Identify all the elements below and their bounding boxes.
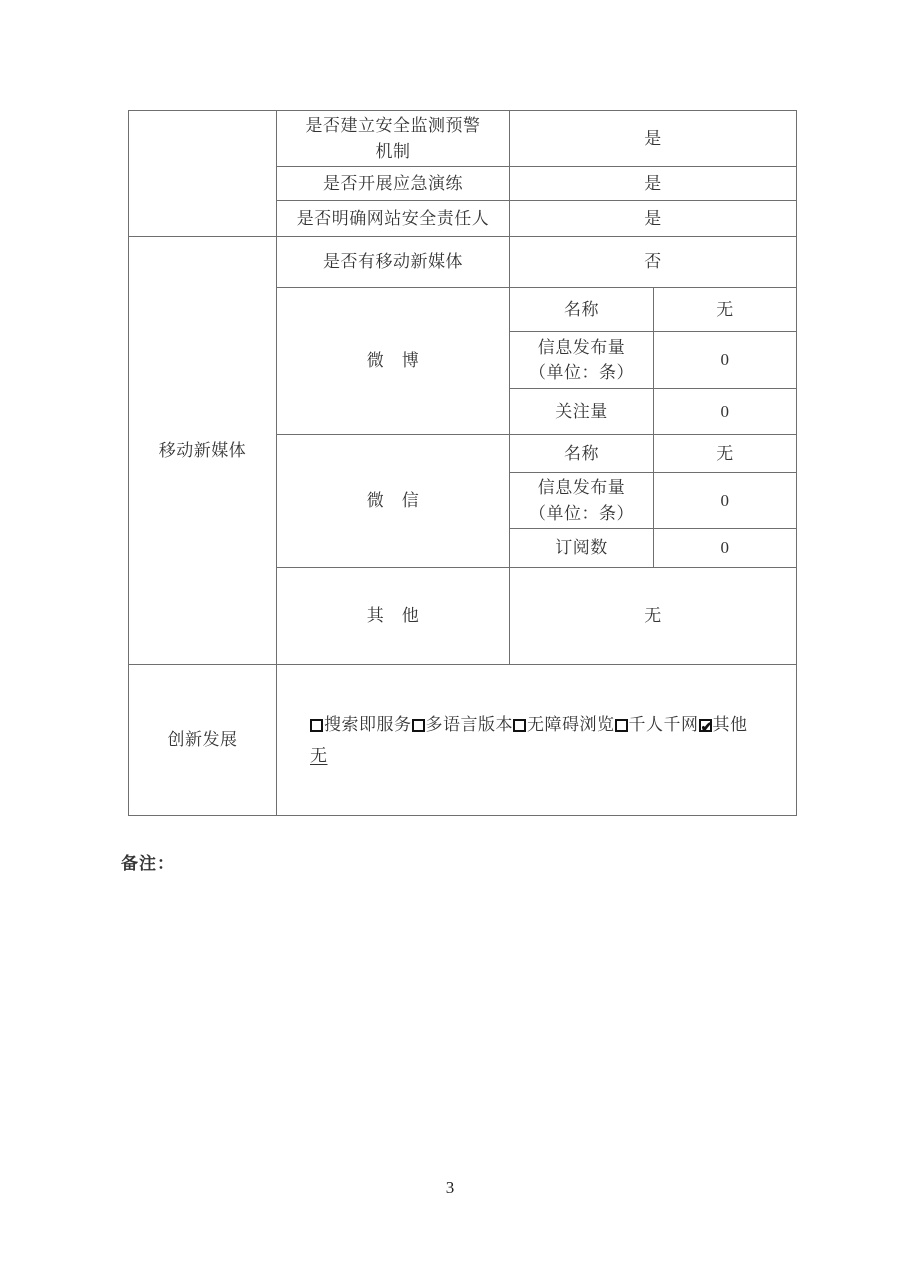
table-row xyxy=(129,665,797,816)
weibo-followers-label: 关注量 xyxy=(510,389,654,435)
notes-label: 备注： xyxy=(121,854,175,873)
label-line: 是否建立安全监测预警 xyxy=(305,116,481,135)
checkbox-multilingual-icon xyxy=(412,719,425,732)
checkbox-accessibility-icon xyxy=(513,719,526,732)
other-media-label: 其 他 xyxy=(277,568,510,665)
wechat-posts-label xyxy=(510,473,654,529)
wechat-name-label: 名称 xyxy=(510,435,654,473)
wechat-name-value: 无 xyxy=(654,435,797,473)
checkbox-search-as-service-icon xyxy=(310,719,323,732)
other-media-value: 无 xyxy=(510,568,797,665)
wechat-subscribers-label: 订阅数 xyxy=(510,529,654,568)
wechat-label: 微 信 xyxy=(277,435,510,568)
page-number: 3 xyxy=(445,1178,455,1197)
label-line: （单位：条） xyxy=(529,503,634,523)
weibo-label: 微 博 xyxy=(277,288,510,435)
weibo-name-label: 名称 xyxy=(510,288,654,332)
checkbox-multilingual-label: 多语言版本 xyxy=(425,715,513,734)
label-line: 信息发布量 xyxy=(537,478,626,497)
checkbox-personalized-label: 千人千网 xyxy=(628,715,699,734)
security-question-monitoring-label xyxy=(277,111,510,167)
mobile-media-section-label: 移动新媒体 xyxy=(129,237,277,665)
checkbox-other-icon xyxy=(699,719,712,732)
innovation-section-label: 创新发展 xyxy=(129,665,277,816)
checkbox-other-label: 其他 xyxy=(712,715,748,734)
innovation-other-value: 无 xyxy=(310,746,328,765)
checkbox-accessibility-label: 无障碍浏览 xyxy=(527,715,615,734)
label-line: 机制 xyxy=(375,141,411,161)
innovation-options-cell xyxy=(277,665,797,816)
security-question-monitoring-value: 是 xyxy=(510,111,797,167)
security-question-drill-value: 是 xyxy=(510,167,797,201)
weibo-posts-value: 0 xyxy=(654,332,797,389)
weibo-followers-value: 0 xyxy=(654,389,797,435)
checkbox-search-as-service-label: 搜索即服务 xyxy=(324,715,412,734)
annual-report-table xyxy=(128,110,797,816)
wechat-posts-value: 0 xyxy=(654,473,797,529)
has-mobile-media-value: 否 xyxy=(510,237,797,288)
table-row xyxy=(129,237,797,288)
has-mobile-media-label: 是否有移动新媒体 xyxy=(277,237,510,288)
security-question-drill-label: 是否开展应急演练 xyxy=(277,167,510,201)
weibo-name-value: 无 xyxy=(654,288,797,332)
security-question-responsible-value: 是 xyxy=(510,201,797,237)
weibo-posts-label xyxy=(510,332,654,389)
checkbox-personalized-icon xyxy=(615,719,628,732)
security-question-responsible-label: 是否明确网站安全责任人 xyxy=(277,201,510,237)
label-line: （单位：条） xyxy=(529,363,634,382)
wechat-subscribers-value: 0 xyxy=(654,529,797,568)
label-line: 信息发布量 xyxy=(537,337,626,357)
table-row xyxy=(129,111,797,167)
security-section-spacer-cell xyxy=(129,111,277,237)
